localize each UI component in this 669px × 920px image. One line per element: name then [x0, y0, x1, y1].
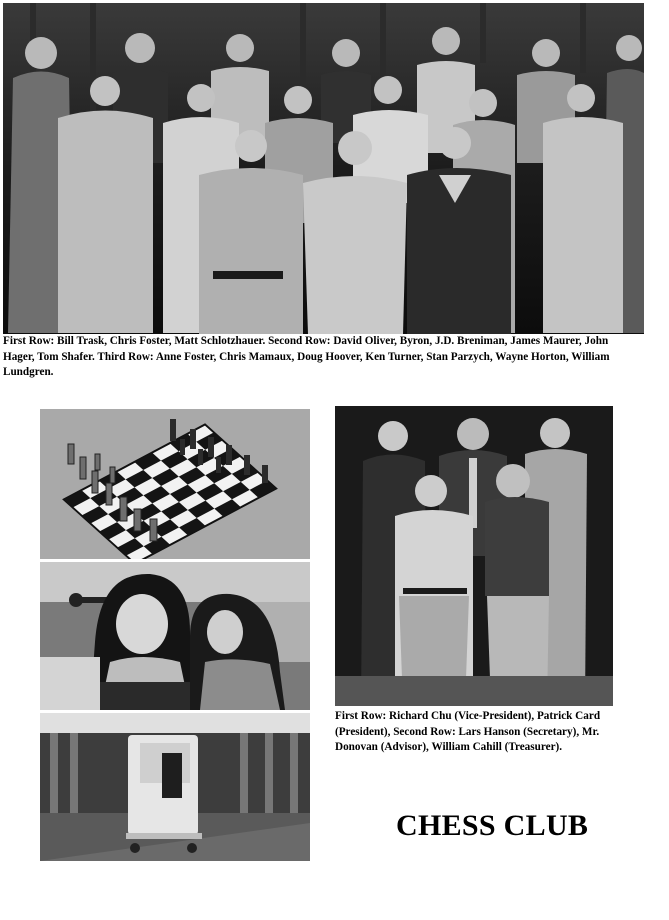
room-photo [40, 713, 310, 861]
chess-board-photo [40, 409, 310, 559]
officers-photo [335, 406, 613, 706]
members-photo [40, 562, 310, 710]
group-photo-caption: First Row: Bill Trask, Chris Foster, Matt Schlotzhauer. Second Row: David Oliver, Byron, J.D. Breniman, James Maurer, John Hager, Tom Shafer. Third Row: Anne Foster, Chris Mamaux, Doug Hoover, Ken Turner, Stan Parzych, Wayne Horton, William Lundgren. [3, 335, 610, 378]
officers-photo-caption: First Row: Richard Chu (Vice-President), Patrick Card (President), Second Row: Lars Hanson (Secretary), Mr. Donovan (Advisor), William Cahill (Treasurer). [335, 710, 601, 753]
group-photo [3, 3, 644, 334]
page-title: CHESS CLUB [396, 809, 589, 842]
